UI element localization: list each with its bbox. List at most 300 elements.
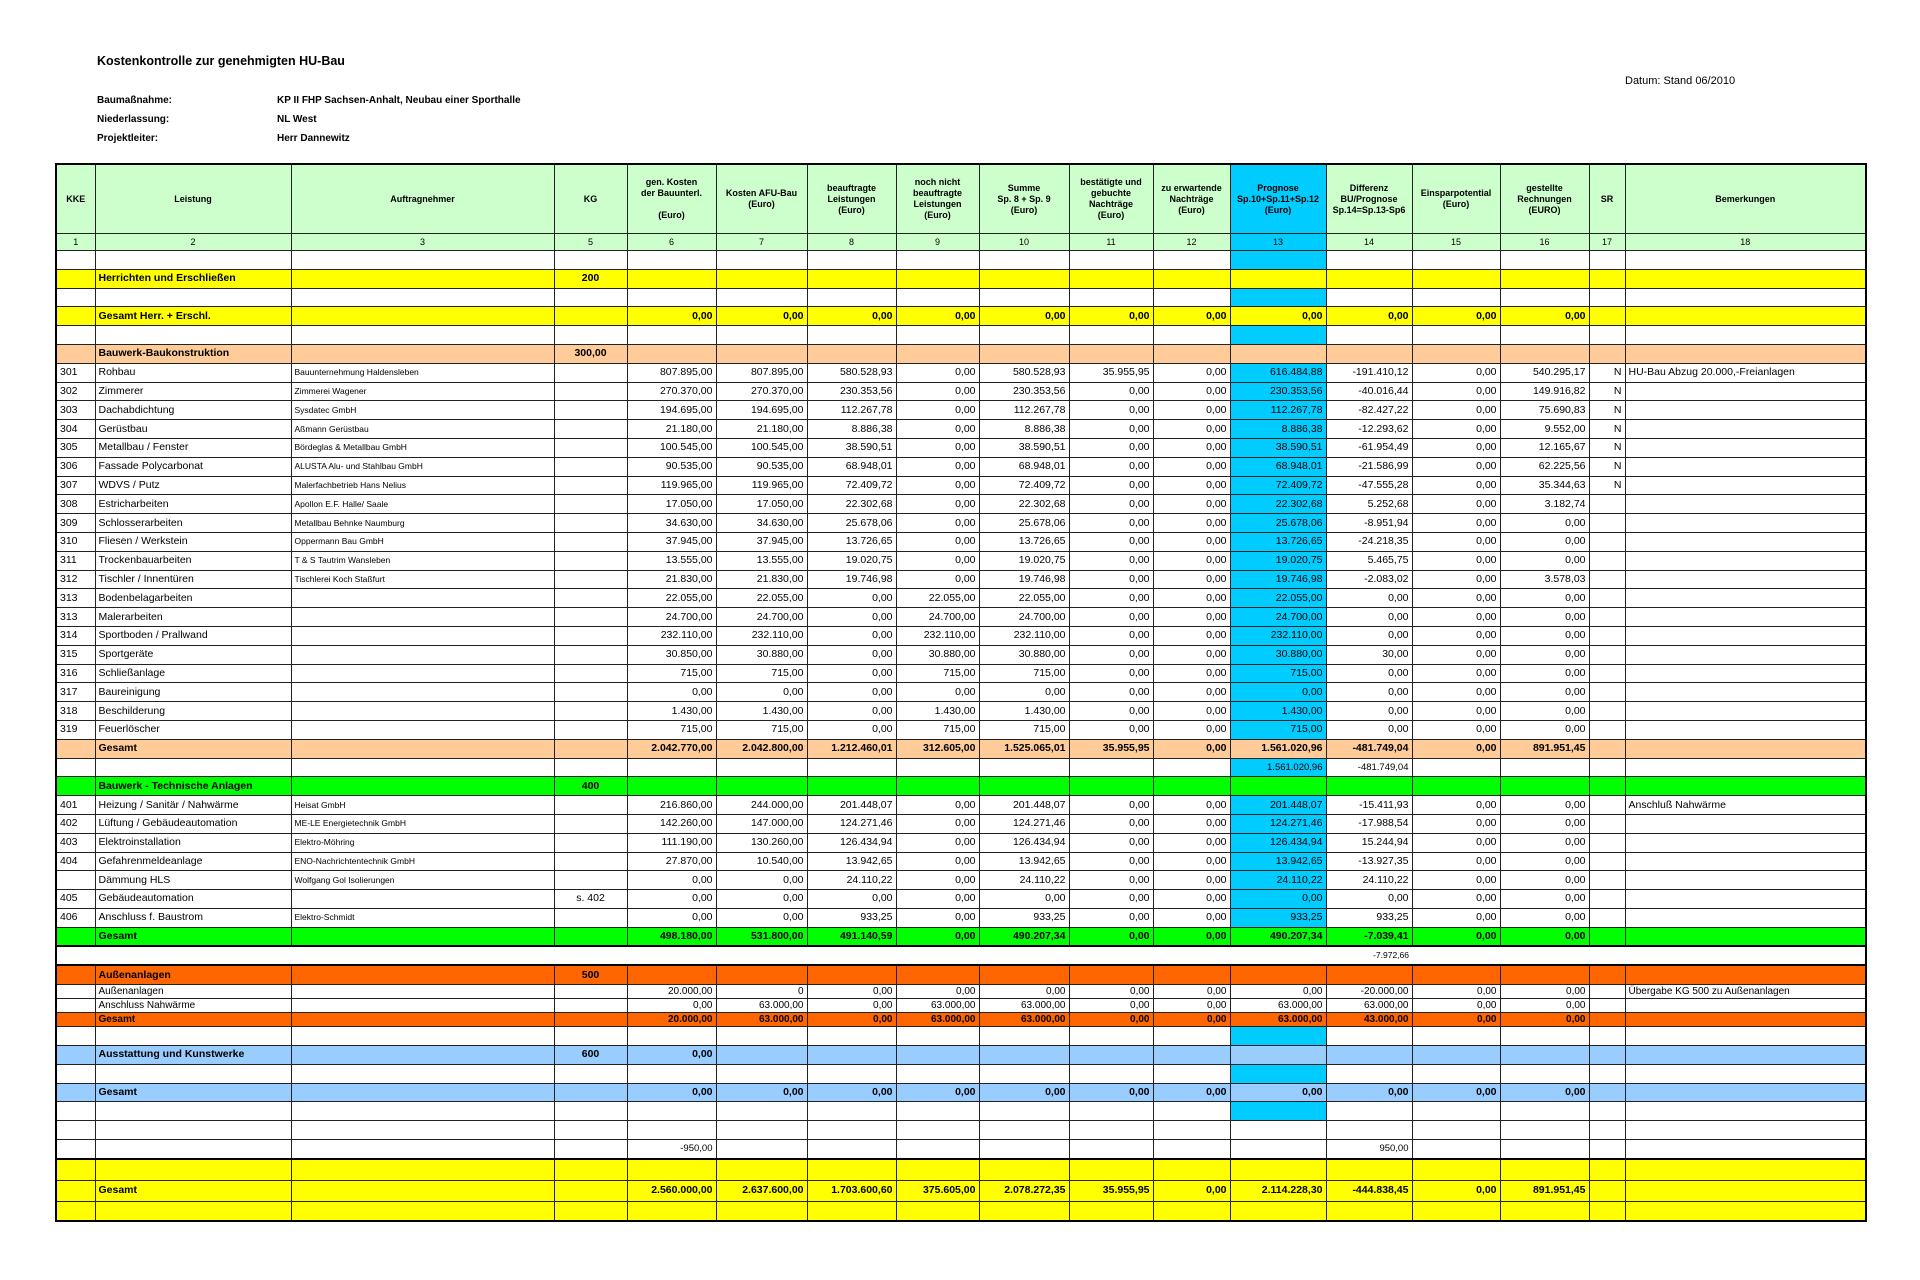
kg-cell xyxy=(554,664,627,683)
value-cell: 0,00 xyxy=(1500,589,1589,608)
kg-cell xyxy=(554,852,627,871)
value-cell: 0,00 xyxy=(1069,871,1153,890)
value-cell xyxy=(896,1159,979,1181)
section-total-200 xyxy=(56,307,1866,326)
value-cell: 715,00 xyxy=(979,720,1069,739)
value-cell: 0,00 xyxy=(1326,720,1412,739)
value-cell xyxy=(807,288,896,307)
value-cell xyxy=(1230,1201,1326,1220)
value-cell: 0,00 xyxy=(627,307,716,326)
value-cell: 0,00 xyxy=(1230,307,1326,326)
value-cell xyxy=(716,326,807,345)
value-cell: 0,00 xyxy=(1069,890,1153,909)
value-cell: 807.895,00 xyxy=(716,363,807,382)
kke-cell xyxy=(56,251,95,270)
leistung-cell: Schlosserarbeiten xyxy=(95,514,291,533)
value-cell: 0,00 xyxy=(627,999,716,1013)
value-cell xyxy=(1326,269,1412,288)
value-cell: 0,00 xyxy=(896,890,979,909)
leistung-cell: Bodenbelagarbeiten xyxy=(95,589,291,608)
value-cell xyxy=(1153,251,1230,270)
value-cell xyxy=(896,1201,979,1220)
value-cell: 194.695,00 xyxy=(716,401,807,420)
value-cell: 0,00 xyxy=(1412,608,1500,627)
value-cell: 68.948,01 xyxy=(807,457,896,476)
sr-cell xyxy=(1589,645,1625,664)
value-cell: 0,00 xyxy=(1153,438,1230,457)
table-row xyxy=(56,589,1866,608)
leistung-cell: Fassade Polycarbonat xyxy=(95,457,291,476)
bemerkung-cell xyxy=(1625,514,1866,533)
value-cell: 24.700,00 xyxy=(1230,608,1326,627)
bemerkung-cell xyxy=(1625,344,1866,363)
empty-row xyxy=(56,251,1866,270)
kke-cell: 316 xyxy=(56,664,95,683)
value-cell: 2.114.228,30 xyxy=(1230,1180,1326,1201)
date-label: Datum: Stand 06/2010 xyxy=(1625,75,1736,87)
kg-cell xyxy=(554,796,627,815)
value-cell: 13.555,00 xyxy=(627,551,716,570)
kke-cell xyxy=(56,739,95,758)
value-cell: 13.555,00 xyxy=(716,551,807,570)
auftragnehmer-cell: T & S Tautrim Wansleben xyxy=(291,551,554,570)
value-cell: 0,00 xyxy=(1500,514,1589,533)
leistung-cell xyxy=(95,1027,291,1046)
auftragnehmer-cell xyxy=(291,645,554,664)
auftragnehmer-cell: Apollon E.F. Halle/ Saale xyxy=(291,495,554,514)
table-row xyxy=(56,570,1866,589)
bemerkung-cell xyxy=(1625,1064,1866,1083)
value-cell: 2.560.000,00 xyxy=(627,1180,716,1201)
leistung-cell: Außenanlagen xyxy=(95,985,291,999)
leistung-cell: Elektroinstallation xyxy=(95,833,291,852)
value-cell xyxy=(1069,965,1153,984)
bemerkung-cell xyxy=(1625,1083,1866,1102)
column-header: gen. Kosten der Bauunterl. (Euro) xyxy=(627,164,716,234)
page-title: Kostenkontrolle zur genehmigten HU-Bau xyxy=(97,54,345,68)
bemerkung-cell: Übergabe KG 500 zu Außenanlagen xyxy=(1625,985,1866,999)
value-cell: 35.344,63 xyxy=(1500,476,1589,495)
value-cell: -444.838,45 xyxy=(1326,1180,1412,1201)
value-cell: 715,00 xyxy=(627,664,716,683)
value-cell: 0,00 xyxy=(1069,457,1153,476)
value-cell: 0,00 xyxy=(1326,683,1412,702)
value-cell: 8.886,38 xyxy=(807,420,896,439)
value-cell: 63.000,00 xyxy=(896,1013,979,1027)
gap-cell xyxy=(807,946,896,965)
table-row xyxy=(56,908,1866,927)
value-cell: 0,00 xyxy=(896,307,979,326)
value-cell: 2.042.770,00 xyxy=(627,739,716,758)
value-cell: 0,00 xyxy=(1326,626,1412,645)
value-cell: 17.050,00 xyxy=(716,495,807,514)
sr-cell xyxy=(1589,551,1625,570)
kg-cell xyxy=(554,1083,627,1102)
column-header: Leistung xyxy=(95,164,291,234)
auftragnehmer-cell xyxy=(291,758,554,777)
bemerkung-cell xyxy=(1625,664,1866,683)
value-cell: 2.042.800,00 xyxy=(716,739,807,758)
value-cell xyxy=(807,1102,896,1121)
leistung-cell xyxy=(95,251,291,270)
kg-cell xyxy=(554,999,627,1013)
value-cell: 13.942,65 xyxy=(807,852,896,871)
sr-cell xyxy=(1589,344,1625,363)
value-cell: 0,00 xyxy=(1412,420,1500,439)
auftragnehmer-cell xyxy=(291,269,554,288)
kke-cell: 406 xyxy=(56,908,95,927)
sr-cell xyxy=(1589,514,1625,533)
table-row xyxy=(56,814,1866,833)
value-cell xyxy=(1069,1201,1153,1220)
value-cell xyxy=(979,1121,1069,1140)
value-cell: 30.850,00 xyxy=(627,645,716,664)
value-cell xyxy=(716,251,807,270)
column-header: Differenz BU/Prognose Sp.14=Sp.13-Sp6 xyxy=(1326,164,1412,234)
sr-cell xyxy=(1589,927,1625,946)
kke-cell xyxy=(56,307,95,326)
value-cell xyxy=(1069,1121,1153,1140)
sr-cell xyxy=(1589,890,1625,909)
value-cell: 22.055,00 xyxy=(896,589,979,608)
value-cell xyxy=(1412,1027,1500,1046)
kke-cell: 302 xyxy=(56,382,95,401)
value-cell xyxy=(1412,1046,1500,1065)
value-cell: 13.726,65 xyxy=(979,532,1069,551)
value-cell: 0,00 xyxy=(807,683,896,702)
sr-cell xyxy=(1589,664,1625,683)
leistung-cell: Fliesen / Werkstein xyxy=(95,532,291,551)
value-cell: 1.525.065,01 xyxy=(979,739,1069,758)
kke-cell xyxy=(56,1140,95,1159)
value-cell xyxy=(1069,1064,1153,1083)
value-cell: 0,00 xyxy=(1153,796,1230,815)
value-cell: 63.000,00 xyxy=(1230,999,1326,1013)
value-cell: 0,00 xyxy=(1069,382,1153,401)
value-cell xyxy=(627,1102,716,1121)
value-cell: 119.965,00 xyxy=(627,476,716,495)
value-cell xyxy=(627,965,716,984)
value-cell: 616.484,88 xyxy=(1230,363,1326,382)
table-row xyxy=(56,438,1866,457)
value-cell xyxy=(1500,1102,1589,1121)
value-cell: 63.000,00 xyxy=(1326,999,1412,1013)
auftragnehmer-cell xyxy=(291,1201,554,1220)
value-cell: 0,00 xyxy=(1500,532,1589,551)
value-cell: 19.020,75 xyxy=(1230,551,1326,570)
sr-cell xyxy=(1589,626,1625,645)
sr-cell xyxy=(1589,683,1625,702)
leistung-cell: Baureinigung xyxy=(95,683,291,702)
sr-cell: N xyxy=(1589,401,1625,420)
bemerkung-cell xyxy=(1625,1201,1866,1220)
sr-cell xyxy=(1589,796,1625,815)
auftragnehmer-cell: Heisat GmbH xyxy=(291,796,554,815)
value-cell: 230.353,56 xyxy=(807,382,896,401)
value-cell: 232.110,00 xyxy=(979,626,1069,645)
value-cell: 715,00 xyxy=(896,720,979,739)
value-cell xyxy=(716,1201,807,1220)
value-cell: 232.110,00 xyxy=(627,626,716,645)
gap-cell xyxy=(95,946,291,965)
kke-cell: 311 xyxy=(56,551,95,570)
leistung-cell: Gefahrenmeldeanlage xyxy=(95,852,291,871)
kke-cell: 304 xyxy=(56,420,95,439)
kke-cell: 306 xyxy=(56,457,95,476)
kke-cell xyxy=(56,344,95,363)
kg-cell xyxy=(554,683,627,702)
kke-cell xyxy=(56,965,95,984)
value-cell xyxy=(1069,269,1153,288)
field-label-projektleiter: Projektleiter: xyxy=(97,133,159,144)
value-cell: 22.302,68 xyxy=(979,495,1069,514)
leistung-cell: Bauwerk-Baukonstruktion xyxy=(95,344,291,363)
value-cell xyxy=(1326,344,1412,363)
section-header-500 xyxy=(56,965,1866,984)
value-cell xyxy=(1069,288,1153,307)
column-number-row xyxy=(56,234,1866,251)
section-header-600 xyxy=(56,1046,1866,1065)
gap-cell xyxy=(56,946,95,965)
value-cell xyxy=(1069,1102,1153,1121)
kke-cell: 402 xyxy=(56,814,95,833)
column-header: bestätigte und gebuchte Nachträge (Euro) xyxy=(1069,164,1153,234)
value-cell: 0,00 xyxy=(1412,833,1500,852)
header-row xyxy=(56,164,1866,234)
value-cell: 0,00 xyxy=(1153,589,1230,608)
value-cell: 0,00 xyxy=(1412,645,1500,664)
column-number: 2 xyxy=(95,234,291,251)
value-cell: 0,00 xyxy=(1153,1180,1230,1201)
value-cell xyxy=(979,1159,1069,1181)
auftragnehmer-cell xyxy=(291,739,554,758)
value-cell xyxy=(1500,1140,1589,1159)
auftragnehmer-cell: Tischlerei Koch Staßfurt xyxy=(291,570,554,589)
value-cell: 0,00 xyxy=(1153,852,1230,871)
value-cell: 0,00 xyxy=(1412,476,1500,495)
value-cell: 0,00 xyxy=(1412,890,1500,909)
value-cell: 0,00 xyxy=(1069,1013,1153,1027)
bemerkung-cell xyxy=(1625,251,1866,270)
kke-cell xyxy=(56,1159,95,1181)
value-cell: 0,00 xyxy=(896,1083,979,1102)
value-cell xyxy=(1500,326,1589,345)
value-cell: 0,00 xyxy=(1500,871,1589,890)
value-cell xyxy=(807,326,896,345)
kg-cell xyxy=(554,645,627,664)
value-cell: 0,00 xyxy=(1326,608,1412,627)
value-cell xyxy=(627,269,716,288)
kg-cell: 200 xyxy=(554,269,627,288)
value-cell: 0,00 xyxy=(1153,608,1230,627)
bemerkung-cell xyxy=(1625,908,1866,927)
value-cell: 68.948,01 xyxy=(1230,457,1326,476)
gap-cell xyxy=(1230,946,1326,965)
value-cell xyxy=(1326,1121,1412,1140)
auftragnehmer-cell xyxy=(291,1102,554,1121)
bemerkung-cell xyxy=(1625,702,1866,721)
value-cell xyxy=(896,1027,979,1046)
kke-cell: 315 xyxy=(56,645,95,664)
value-cell: 0,00 xyxy=(1069,796,1153,815)
column-number: 16 xyxy=(1500,234,1589,251)
value-cell: 0,00 xyxy=(1153,720,1230,739)
value-cell xyxy=(896,251,979,270)
value-cell: 35.955,95 xyxy=(1069,739,1153,758)
value-cell xyxy=(716,1027,807,1046)
value-cell: 21.830,00 xyxy=(627,570,716,589)
value-cell: 75.690,83 xyxy=(1500,401,1589,420)
value-cell: 0,00 xyxy=(1412,551,1500,570)
value-cell: 0,00 xyxy=(1153,495,1230,514)
value-cell: 580.528,93 xyxy=(807,363,896,382)
auftragnehmer-cell xyxy=(291,1121,554,1140)
auftragnehmer-cell xyxy=(291,626,554,645)
value-cell xyxy=(896,1102,979,1121)
value-cell: 0,00 xyxy=(627,908,716,927)
auftragnehmer-cell xyxy=(291,999,554,1013)
value-cell: 0,00 xyxy=(896,852,979,871)
value-cell: 0,00 xyxy=(896,908,979,927)
value-cell: 5.465,75 xyxy=(1326,551,1412,570)
value-cell xyxy=(716,1121,807,1140)
value-cell: 22.302,68 xyxy=(807,495,896,514)
value-cell: 0,00 xyxy=(979,1083,1069,1102)
auftragnehmer-cell xyxy=(291,777,554,796)
value-cell: 244.000,00 xyxy=(716,796,807,815)
bemerkung-cell xyxy=(1625,720,1866,739)
value-cell: 933,25 xyxy=(979,908,1069,927)
value-cell: 0,00 xyxy=(807,307,896,326)
bemerkung-cell xyxy=(1625,570,1866,589)
table-row xyxy=(56,626,1866,645)
leistung-cell: Tischler / Innentüren xyxy=(95,570,291,589)
value-cell xyxy=(1069,326,1153,345)
value-cell: 0,00 xyxy=(1069,683,1153,702)
bemerkung-cell xyxy=(1625,777,1866,796)
value-cell xyxy=(716,1140,807,1159)
value-cell xyxy=(627,1064,716,1083)
value-cell: 0,00 xyxy=(1069,833,1153,852)
value-cell: 24.700,00 xyxy=(716,608,807,627)
bemerkung-cell xyxy=(1625,965,1866,984)
value-cell: 0,00 xyxy=(1326,589,1412,608)
value-cell xyxy=(1326,777,1412,796)
sr-cell xyxy=(1589,589,1625,608)
value-cell: 0,00 xyxy=(1069,908,1153,927)
empty-row xyxy=(56,1027,1866,1046)
gap-cell xyxy=(1500,946,1589,965)
kke-cell: 319 xyxy=(56,720,95,739)
value-cell xyxy=(1153,758,1230,777)
kke-cell: 308 xyxy=(56,495,95,514)
value-cell: 0,00 xyxy=(807,720,896,739)
value-cell xyxy=(1412,251,1500,270)
value-cell: 0,00 xyxy=(1412,589,1500,608)
auftragnehmer-cell xyxy=(291,608,554,627)
sr-cell: N xyxy=(1589,420,1625,439)
value-cell xyxy=(1500,777,1589,796)
value-cell xyxy=(1230,288,1326,307)
value-cell: 230.353,56 xyxy=(1230,382,1326,401)
value-cell: 0,00 xyxy=(1500,551,1589,570)
kg-cell xyxy=(554,1159,627,1181)
sr-cell: N xyxy=(1589,457,1625,476)
table-row xyxy=(56,833,1866,852)
value-cell: 0,00 xyxy=(1153,457,1230,476)
leistung-cell: Gesamt xyxy=(95,1083,291,1102)
value-cell: 715,00 xyxy=(716,664,807,683)
kke-cell xyxy=(56,326,95,345)
value-cell: 0,00 xyxy=(1069,589,1153,608)
kg-cell xyxy=(554,739,627,758)
value-cell: 715,00 xyxy=(896,664,979,683)
kke-cell xyxy=(56,1180,95,1201)
sr-cell xyxy=(1589,608,1625,627)
value-cell: 891.951,45 xyxy=(1500,1180,1589,1201)
kke-cell: 313 xyxy=(56,608,95,627)
value-cell: 0,00 xyxy=(807,664,896,683)
value-cell: 0,00 xyxy=(1069,985,1153,999)
value-cell: 20.000,00 xyxy=(627,1013,716,1027)
value-cell xyxy=(1153,326,1230,345)
value-cell: 0,00 xyxy=(1153,626,1230,645)
bemerkung-cell xyxy=(1625,1180,1866,1201)
value-cell: 0,00 xyxy=(807,589,896,608)
value-cell: 0,00 xyxy=(1153,401,1230,420)
value-cell: 1.703.600,60 xyxy=(807,1180,896,1201)
value-cell xyxy=(1230,1027,1326,1046)
value-cell xyxy=(896,326,979,345)
value-cell: 112.267,78 xyxy=(979,401,1069,420)
value-cell: 0,00 xyxy=(1153,551,1230,570)
auftragnehmer-cell: Aßmann Gerüstbau xyxy=(291,420,554,439)
value-cell xyxy=(1500,344,1589,363)
value-cell: 0,00 xyxy=(1500,608,1589,627)
value-cell xyxy=(807,1140,896,1159)
empty-row xyxy=(56,288,1866,307)
value-cell: 0,00 xyxy=(1069,514,1153,533)
value-cell: 498.180,00 xyxy=(627,927,716,946)
value-cell xyxy=(1500,965,1589,984)
value-cell: 0,00 xyxy=(1412,871,1500,890)
column-number: 9 xyxy=(896,234,979,251)
value-cell xyxy=(807,344,896,363)
kg-cell xyxy=(554,420,627,439)
value-cell: 0,00 xyxy=(716,307,807,326)
value-cell xyxy=(1153,1201,1230,1220)
value-cell: 0,00 xyxy=(896,985,979,999)
leistung-cell xyxy=(95,1140,291,1159)
value-cell xyxy=(1412,777,1500,796)
value-cell: 2.078.272,35 xyxy=(979,1180,1069,1201)
section-total-600 xyxy=(56,1083,1866,1102)
value-cell: 0,00 xyxy=(1153,307,1230,326)
value-cell: 62.225,56 xyxy=(1500,457,1589,476)
value-cell: 0,00 xyxy=(1153,664,1230,683)
leistung-cell xyxy=(95,288,291,307)
value-cell xyxy=(1230,269,1326,288)
kg-cell: 500 xyxy=(554,965,627,984)
value-cell: 0,00 xyxy=(896,833,979,852)
sr-cell xyxy=(1589,739,1625,758)
auftragnehmer-cell: Metallbau Behnke Naumburg xyxy=(291,514,554,533)
auftragnehmer-cell xyxy=(291,720,554,739)
value-cell: 63.000,00 xyxy=(716,999,807,1013)
kke-cell xyxy=(56,1083,95,1102)
leistung-cell xyxy=(95,758,291,777)
value-cell: 540.295,17 xyxy=(1500,363,1589,382)
